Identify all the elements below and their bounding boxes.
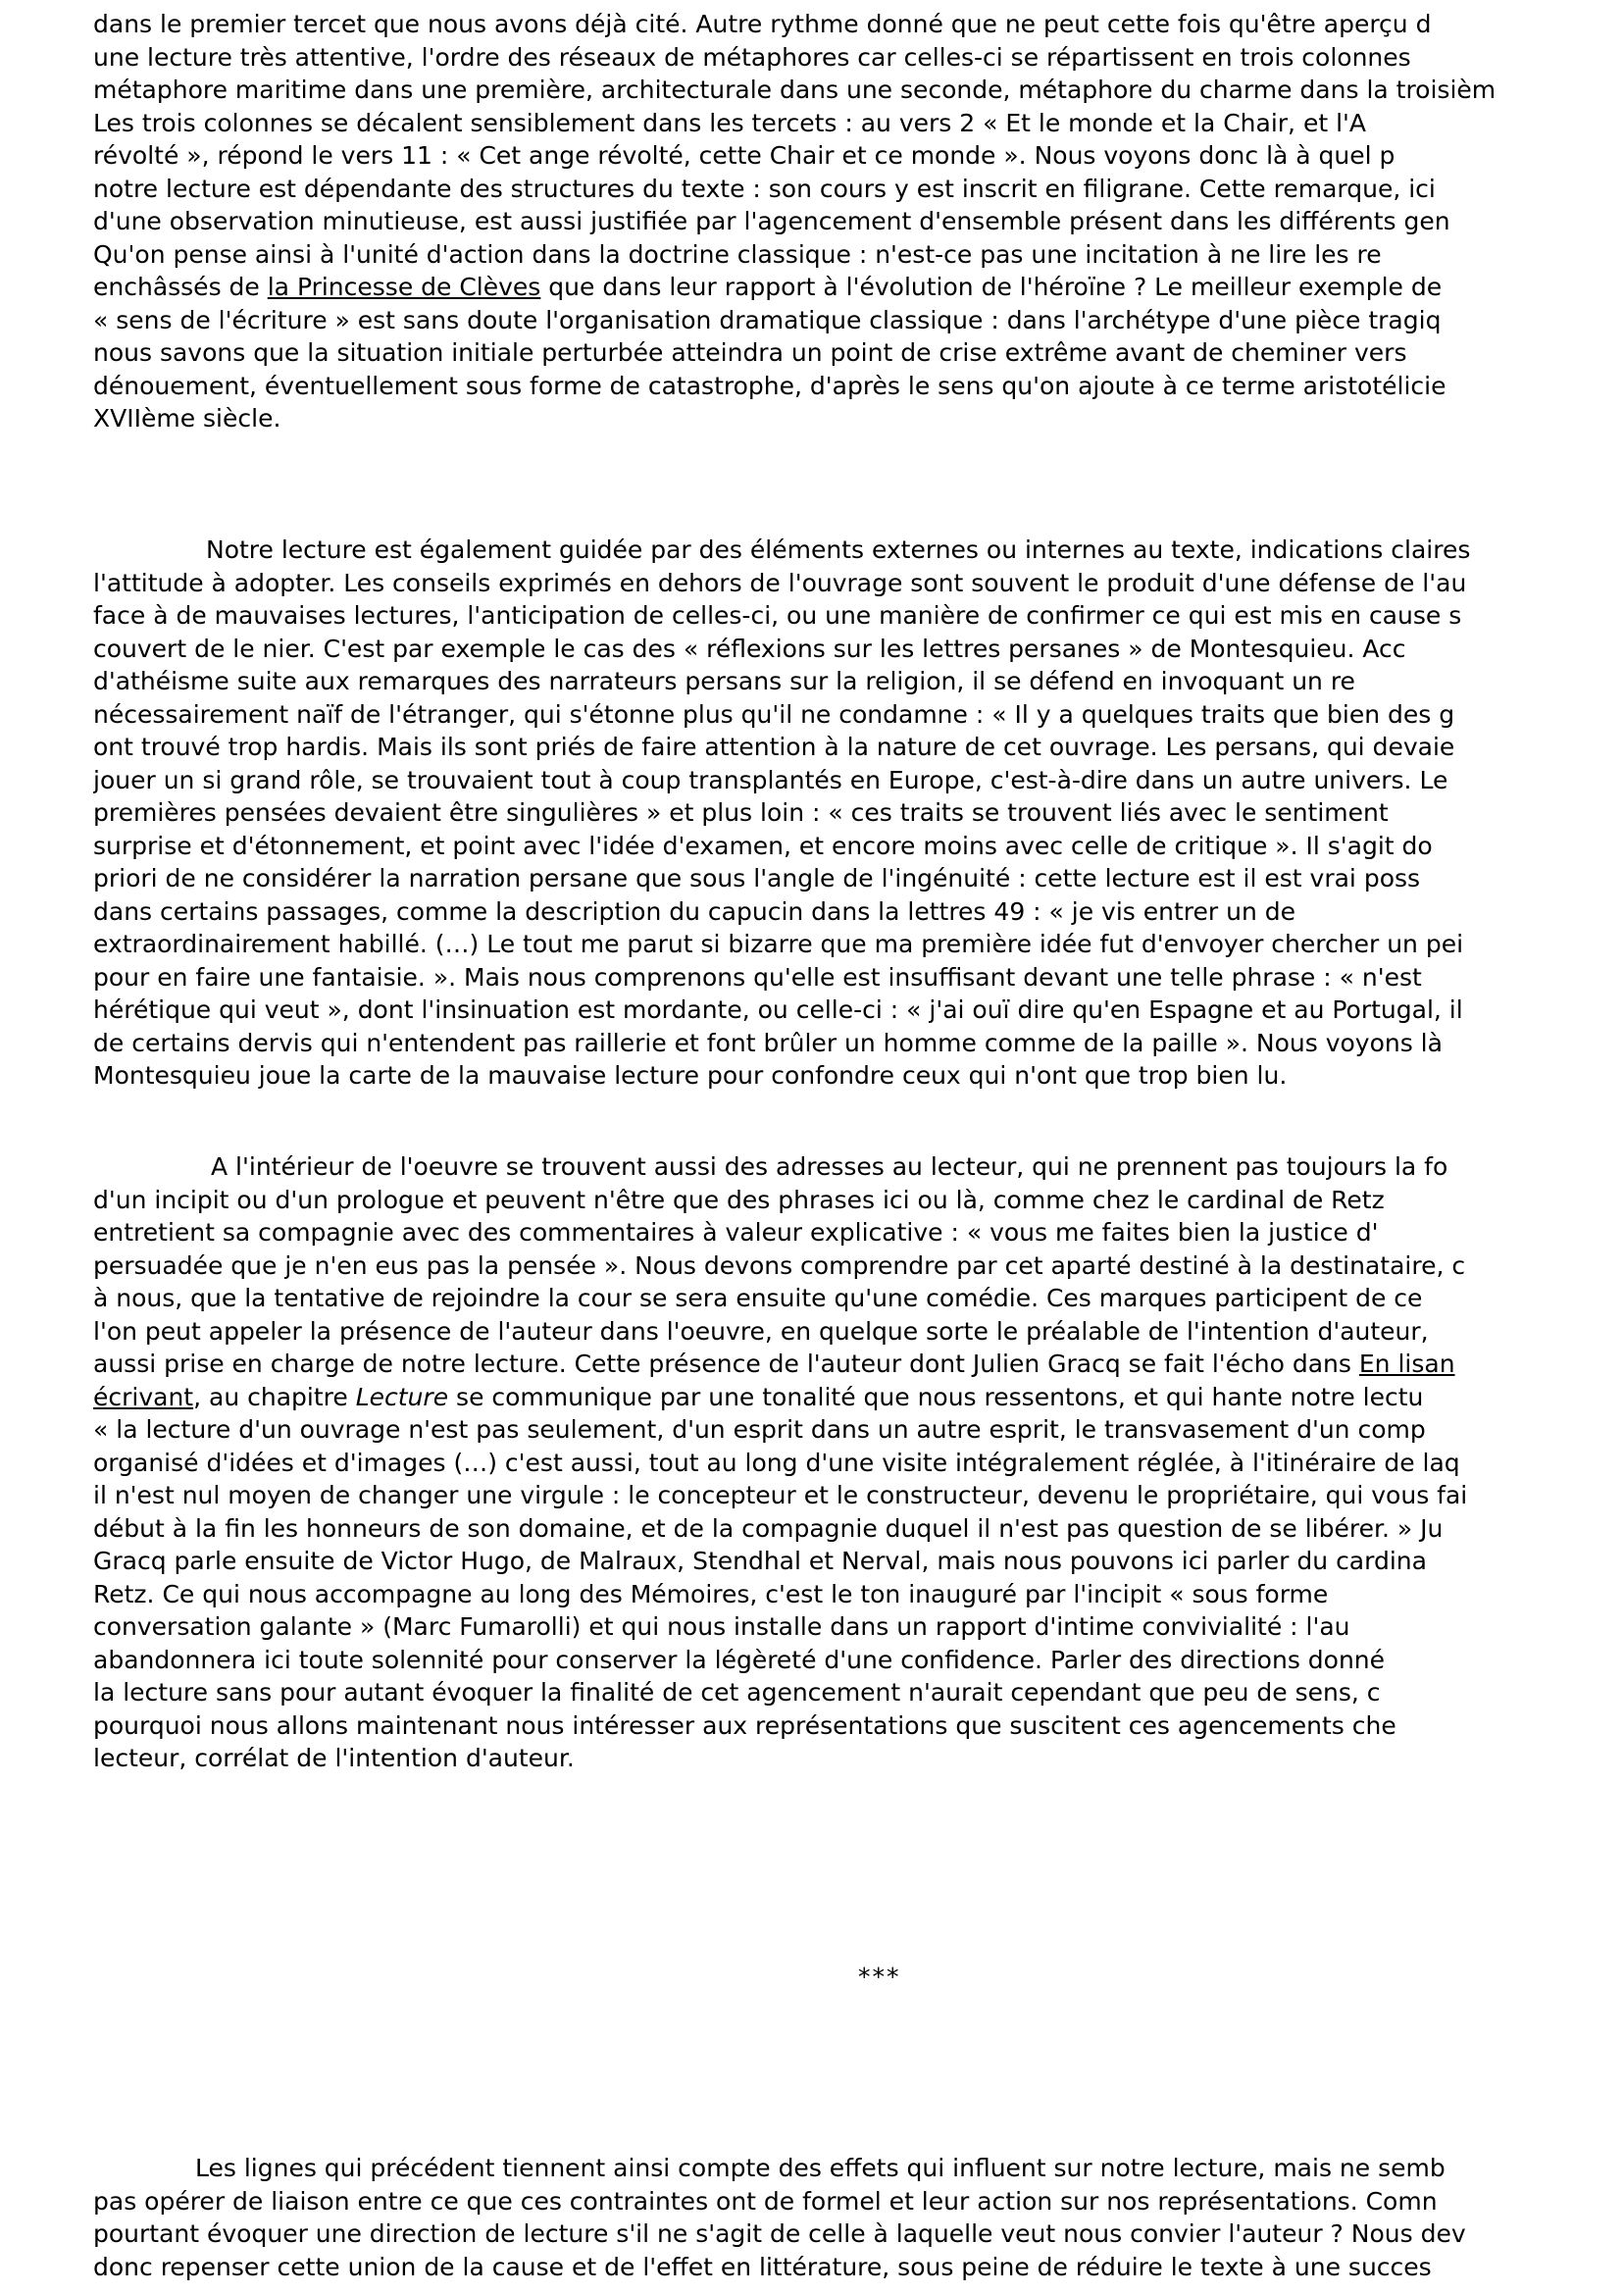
chapter-title: Lecture [355, 1382, 449, 1411]
text-line: extraordinairement habillé. (…) Le tout me parut si bizarre que ma première idée fut d'envoyer chercher un pei [93, 930, 1464, 958]
text-line: de certains dervis qui n'entendent pas raillerie et font brûler un homme comme de la paille ». Nous voyons là [93, 1028, 1443, 1057]
text-line: dénouement, éventuellement sous forme de catastrophe, d'après le sens qu'on ajoute à ce terme aristotélicie [93, 371, 1446, 400]
text-line [93, 1348, 1624, 1381]
text-line: pourtant évoquer une direction de lecture s'il ne s'agit de celle à laquelle veut nous convier l'auteur ? Nous dev [93, 2219, 1466, 2248]
text-span: aussi prise en charge de notre lecture. Cette présence de l'auteur dont Julien Gracq se fait l'écho dans [93, 1350, 1359, 1378]
text-line: ont trouvé trop hardis. Mais ils sont priés de faire attention à la nature de cet ouvrage. Les persans, qui devaie [93, 733, 1455, 761]
text-line: nous savons que la situation initiale perturbée atteindra un point de crise extrême avant de cheminer vers [93, 338, 1407, 367]
text-line: « la lecture d'un ouvrage n'est pas seulement, d'un esprit dans un autre esprit, le transvasement d'un comp [93, 1415, 1426, 1444]
paragraph-3 [93, 1150, 1624, 1775]
text-line: hérétique qui veut », dont l'insinuation est mordante, ou celle-ci : « j'ai ouï dire qu'en Espagne et au Portugal, il [93, 995, 1463, 1024]
text-line: XVIIème siècle. [93, 404, 281, 433]
text-line: abandonnera ici toute solennité pour conserver la légèreté d'une confidence. Parler des directions donné [93, 1645, 1386, 1674]
text-line: d'un incipit ou d'un prologue et peuvent n'être que des phrases ici ou là, comme chez le cardinal de Retz [93, 1185, 1385, 1214]
text-line: pas opérer de liaison entre ce que ces contraintes ont de formel et leur action sur nos représentations. Comn [93, 2186, 1438, 2216]
text-line: premières pensées devaient être singulières » et plus loin : « ces traits se trouvent liés avec le sentiment [93, 798, 1389, 827]
text-line: organisé d'idées et d'images (…) c'est aussi, tout au long d'une visite intégralement réglée, à l'itinéraire de laq [93, 1448, 1460, 1477]
book-title-link[interactable]: écrivant [93, 1382, 194, 1411]
text-line: Les trois colonnes se décalent sensiblement dans les tercets : au vers 2 « Et le monde et la Chair, et l'A [93, 108, 1366, 137]
text-line: pour en faire une fantaisie. ». Mais nous comprenons qu'elle est insuffisant devant une telle phrase : « n'est [93, 962, 1422, 992]
text-line: dans le premier tercet que nous avons déjà cité. Autre rythme donné que ne peut cette fois qu'être aperçu d [93, 10, 1432, 38]
text-line: à nous, que la tentative de rejoindre la cour se sera ensuite qu'une comédie. Ces marques participent de ce [93, 1284, 1423, 1312]
text-line: l'on peut appeler la présence de l'auteur dans l'oeuvre, en quelque sorte le préalable de l'intention d'auteur, [93, 1316, 1429, 1346]
text-line: une lecture très attentive, l'ordre des réseaux de métaphores car celles-ci se répartissent en trois colonnes [93, 42, 1411, 72]
text-line: d'athéisme suite aux remarques des narrateurs persans sur la religion, il se défend en invoquant un re [93, 667, 1355, 695]
text-line: métaphore maritime dans une première, architecturale dans une seconde, métaphore du charme dans la troisièm [93, 76, 1497, 104]
text-line: dans certains passages, comme la description du capucin dans la lettres 49 : « je vis entrer un de [93, 896, 1296, 926]
text-line: face à de mauvaises lectures, l'anticipation de celles-ci, ou une manière de confirmer ce qui est mis en cause s [93, 601, 1462, 630]
text-line: Retz. Ce qui nous accompagne au long des Mémoires, c'est le ton inauguré par l'incipit « sous forme [93, 1579, 1329, 1608]
text-line: jouer un si grand rôle, se trouvaient tout à coup transplantés en Europe, c'est-à-dire dans un autre univers. Le [93, 765, 1448, 794]
text-line [93, 271, 1624, 304]
text-line: « sens de l'écriture » est sans doute l'organisation dramatique classique : dans l'archétype d'une pièce tragiq [93, 305, 1442, 334]
text-line: donc repenser cette union de la cause et de l'effet en littérature, sous peine de réduire le texte à une succes [93, 2252, 1432, 2281]
text-span: , au chapitre [193, 1382, 356, 1411]
paragraph-1 [93, 8, 1624, 435]
paragraph-2 [93, 534, 1624, 1093]
text-line: conversation galante » (Marc Fumarolli) et qui nous installe dans un rapport d'intime convivialité : l'au [93, 1612, 1350, 1641]
text-line: Qu'on pense ainsi à l'unité d'action dans la doctrine classique : n'est-ce pas une incitation à ne lire les re [93, 239, 1382, 269]
text-line [93, 1381, 1624, 1414]
text-line: priori de ne considérer la narration persane que sous l'angle de l'ingénuité : cette lecture est il est vrai poss [93, 864, 1421, 892]
text-line: l'attitude à adopter. Les conseils exprimés en dehors de l'ouvrage sont souvent le produit d'une défense de l'au [93, 568, 1467, 597]
text-line: Notre lecture est également guidée par des éléments externes ou internes au texte, indications claires [206, 535, 1471, 564]
text-span: enchâssés de [93, 273, 268, 301]
text-line: pourquoi nous allons maintenant nous intéresser aux représentations que suscitent ces agencements che [93, 1710, 1396, 1740]
section-separator: *** [858, 1963, 901, 1991]
text-line: nécessairement naïf de l'étranger, qui s'étonne plus qu'il ne condamne : « Il y a quelques traits que bien des g [93, 699, 1455, 729]
book-title-link[interactable]: la Princesse de Clèves [267, 273, 541, 301]
text-line: il n'est nul moyen de changer une virgule : le concepteur et le constructeur, devenu le propriétaire, qui vous fai [93, 1481, 1468, 1509]
text-line: révolté », répond le vers 11 : « Cet ange révolté, cette Chair et ce monde ». Nous voyons donc là à quel p [93, 141, 1396, 170]
text-line: Gracq parle ensuite de Victor Hugo, de Malraux, Stendhal et Nerval, mais nous pouvons ici parler du cardina [93, 1547, 1427, 1575]
text-line: la lecture sans pour autant évoquer la finalité de cet agencement n'aurait cependant que peu de sens, c [93, 1678, 1381, 1707]
book-title-link[interactable]: En lisan [1358, 1350, 1455, 1378]
document-page [93, 0, 1624, 2294]
text-line: Les lignes qui précédent tiennent ainsi compte des effets qui influent sur notre lecture, mais ne semb [195, 2154, 1446, 2182]
text-line: entretient sa compagnie avec des commentaires à valeur explicative : « vous me faites bien la justice d' [93, 1218, 1379, 1247]
text-line: notre lecture est dépendante des structures du texte : son cours y est inscrit en filigrane. Cette remarque, ici [93, 174, 1436, 203]
paragraph-4 [93, 2152, 1624, 2283]
text-line: début à la fin les honneurs de son domaine, et de la compagnie duquel il n'est pas question de se libérer. » Ju [93, 1513, 1444, 1543]
text-span: que dans leur rapport à l'évolution de l'héroïne ? Le meilleur exemple de [540, 273, 1443, 301]
text-line: persuadée que je n'en eus pas la pensée ». Nous devons comprendre par cet aparté destiné à la destinataire, c [93, 1250, 1466, 1280]
text-line: Montesquieu joue la carte de la mauvaise lecture pour confondre ceux qui n'ont que trop bien lu. [93, 1061, 1288, 1090]
text-span: se communique par une tonalité que nous ressentons, et qui hante notre lectu [448, 1382, 1424, 1411]
text-line: lecteur, corrélat de l'intention d'auteur. [93, 1744, 575, 1772]
text-line: surprise et d'étonnement, et point avec l'idée d'examen, et encore moins avec celle de critique ». Il s'agit do [93, 831, 1433, 860]
text-line: d'une observation minutieuse, est aussi justifiée par l'agencement d'ensemble présent dans les différents gen [93, 207, 1450, 235]
text-line: couvert de le nier. C'est par exemple le cas des « réflexions sur les lettres persanes » de Montesquieu. Acc [93, 634, 1406, 663]
text-line: A l'intérieur de l'oeuvre se trouvent aussi des adresses au lecteur, qui ne prennent pas toujours la fo [211, 1152, 1448, 1181]
